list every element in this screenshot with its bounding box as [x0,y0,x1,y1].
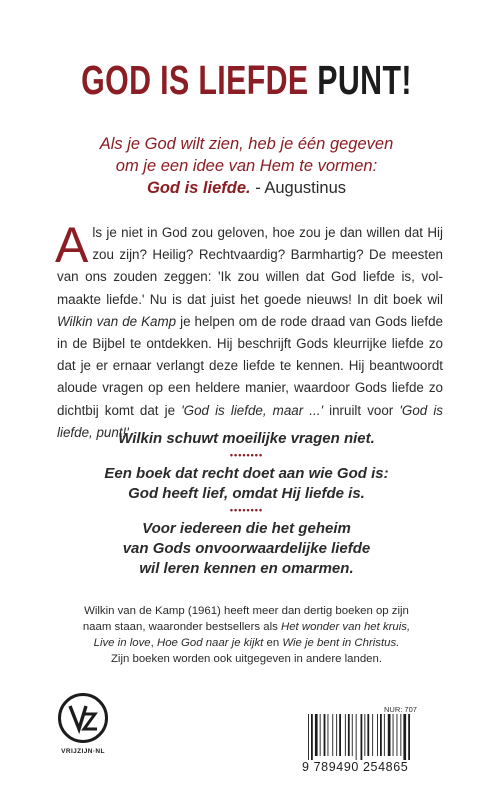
nur-code: NUR: 707 [384,705,417,714]
highlight-statements [0,429,493,579]
bio-text: en [263,637,283,649]
bio-line: Zijn boeken worden ook uitgegeven in andere landen. [110,653,383,665]
blurb-line: zou zijn? Heilig? Rechtvaardig? Barmhartig? De meesten [92,247,443,263]
bio-line: Wilkin van de Kamp (1961) heeft meer dan dertig boeken op zijn [84,605,409,617]
publisher-name: VRIJZIJN·NL [61,748,105,755]
blurb-text: dichtbij komt dat je [57,402,182,418]
author-bio [0,603,493,667]
title-red-part: GOD IS LIEFDE [81,57,318,103]
blurb-line: ls je niet in God zou geloven, hoe zou je dan willen dat Hij [92,225,443,240]
highlight-3-line-1: Voor iedereen die het geheim [142,520,351,537]
blurb-italic: 'God is liefde, maar ...' [181,402,324,418]
book-title [64,56,429,104]
highlight-2-line-1: Een boek dat recht doet aan wie God is: [104,465,389,482]
blurb-line: maakte liefde.' Nu is dat juist het goede nieuws! In dit boek wil [57,291,443,307]
blurb-line [57,400,443,422]
highlight-3-line-2: van Gods onvoorwaardelijke liefde [122,540,371,557]
bio-line [0,619,493,635]
drop-cap: A [55,217,89,273]
bio-text: , [150,637,157,649]
bio-book-title: Live in love [93,637,151,649]
highlight-2-line-2: God heeft lief, omdat Hij liefde is. [128,485,365,502]
blurb-line: van ons zouden zeggen: 'Ik zou willen dat God liefde is, vol- [57,269,443,285]
vrijzijn-logo-icon [57,692,109,744]
highlight-3-line-3: wil leren kennen en omarmen. [139,560,354,577]
dot-divider: •••••••• [229,505,264,515]
dot-divider: •••••••• [229,450,264,460]
quote-emphasis: God is liefde. [147,179,251,197]
author-name-inline: Wilkin van de Kamp [57,313,177,329]
augustinus-quote [0,133,493,199]
blurb-line: dat je er ernaar verlangt deze liefde te kennen. Hij beantwoordt [57,358,443,374]
isbn-number: 9 789490 254865 [302,760,409,774]
bio-line [0,635,493,651]
quote-author: - Augustinus [250,179,346,197]
bio-book-title: Het wonder van het kruis, [281,621,411,633]
blurb-line: aloude vragen op een heldere manier, waardoor Gods liefde zo [57,380,443,396]
quote-line-2: om je een idee van Hem te vormen: [115,157,378,175]
bio-book-title: Wie je bent in Christus. [282,637,400,649]
blurb-italic: 'God is [399,402,443,418]
blurb-line [57,311,443,333]
title-black-part: PUNT! [317,57,412,103]
highlight-1: Wilkin schuwt moeilijke vragen niet. [118,430,375,447]
blurb-line: in de Bijbel te ontdekken. Hij beschrijft Gods kleurrijke liefde zo [57,336,443,352]
quote-line-1: Als je God wilt zien, heb je één gegeven [99,135,394,153]
blurb-text: inruilt voor [323,402,400,418]
quote-line-3 [0,177,493,199]
blurb-text: je helpen om de rode draad van Gods liefde [176,313,443,329]
blurb-paragraph [55,217,443,444]
bio-text: naam staan, waaronder bestsellers als [82,621,281,633]
barcode-icon [306,714,431,760]
bio-book-title: Hoe God naar je kijkt [156,637,264,649]
blurb-line: liefde, punt!' [57,424,129,440]
